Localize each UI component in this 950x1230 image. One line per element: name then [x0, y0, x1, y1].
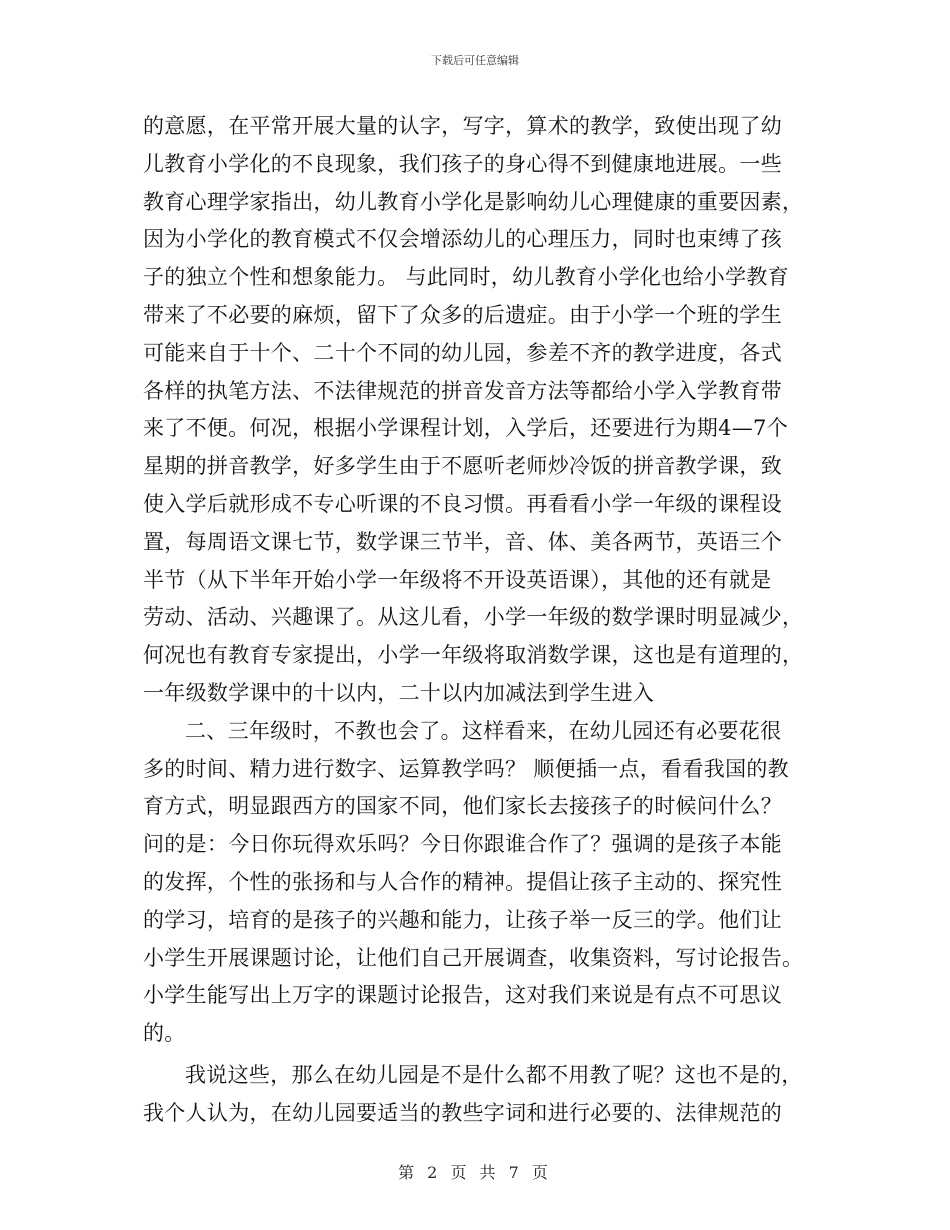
text-line: 带来了不必要的麻烦，留下了众多的后遗症。由于小学一个班的学生	[143, 302, 782, 327]
paragraph-1	[143, 108, 813, 713]
text-line: 使入学后就形成不专心听课的不良习惯。再看看小学一年级的课程设	[143, 491, 782, 516]
page-header: 下载后可任意编辑	[431, 54, 519, 67]
text-line: 小学生能写出上万字的课题讨论报告，这对我们来说是有点不可思议	[143, 983, 782, 1008]
text-line: 因为小学化的教育模式不仅会增添幼儿的心理压力，同时也束缚了孩	[143, 227, 782, 252]
paragraph-2	[143, 713, 813, 1053]
text-line: 的发挥，个性的张扬和与人合作的精神。提倡让孩子主动的、探究性	[143, 869, 782, 894]
text-line: 星期的拼音教学，好多学生由于不愿听老师炒冷饭的拼音教学课，致	[143, 454, 782, 479]
text-line: 我说这些，那么在幼儿园是不是什么都不用教了呢？这也不是的，	[185, 1062, 803, 1087]
text-line: 小学生开展课题讨论，让他们自己开展调查，收集资料，写讨论报告。	[143, 945, 804, 970]
text-line: 来了不便。何况，根据小学课程计划，入学后，还要进行为期4—7个	[143, 416, 789, 441]
text-line: 劳动、活动、兴趣课了。从这儿看，小学一年级的数学课时明显减少，	[143, 605, 804, 630]
text-line: 可能来自于十个、二十个不同的幼儿园，参差不齐的教学进度，各式	[143, 340, 782, 365]
text-line: 的意愿，在平常开展大量的认字，写字，算术的教学，致使出现了幼	[143, 114, 782, 138]
text-line: 我个人认为，在幼儿园要适当的教些字词和进行必要的、法律规范的	[143, 1100, 782, 1125]
text-line: 置，每周语文课七节，数学课三节半，音、体、美各两节，英语三个	[143, 529, 782, 554]
text-line: 子的独立个性和想象能力。 与此同时，幼儿教育小学化也给小学教育	[143, 265, 789, 290]
paragraph-3	[143, 1057, 813, 1133]
text-line: 各样的执笔方法、不法律规范的拼音发音方法等都给小学入学教育带	[143, 378, 782, 403]
text-line: 育方式，明显跟西方的国家不同，他们家长去接孩子的时候问什么？	[143, 794, 782, 819]
text-line: 何况也有教育专家提出，小学一年级将取消数学课，这也是有道理的，	[143, 643, 804, 668]
page-number: 第 2 页 共 7 页	[398, 1163, 552, 1182]
text-line: 教育心理学家指出，幼儿教育小学化是影响幼儿心理健康的重要因素，	[143, 189, 804, 214]
text-line: 多的时间、精力进行数字、运算教学吗？ 顺便插一点，看看我国的教	[143, 756, 789, 781]
text-line: 二、三年级时，不教也会了。这样看来，在幼儿园还有必要花很	[185, 718, 782, 743]
document-body	[143, 108, 813, 1133]
text-line: 半节（从下半年开始小学一年级将不开设英语课），其他的还有就是	[143, 567, 772, 592]
text-line: 的学习，培育的是孩子的兴趣和能力，让孩子举一反三的学。他们让	[143, 907, 782, 932]
text-line: 的。	[143, 1021, 186, 1046]
text-line: 儿教育小学化的不良现象，我们孩子的身心得不到健康地进展。一些	[143, 151, 782, 176]
text-line: 问的是：今日你玩得欢乐吗？今日你跟谁合作了？强调的是孩子本能	[143, 832, 782, 857]
text-line: 一年级数学课中的十以内，二十以内加减法到学生进入	[143, 680, 655, 705]
